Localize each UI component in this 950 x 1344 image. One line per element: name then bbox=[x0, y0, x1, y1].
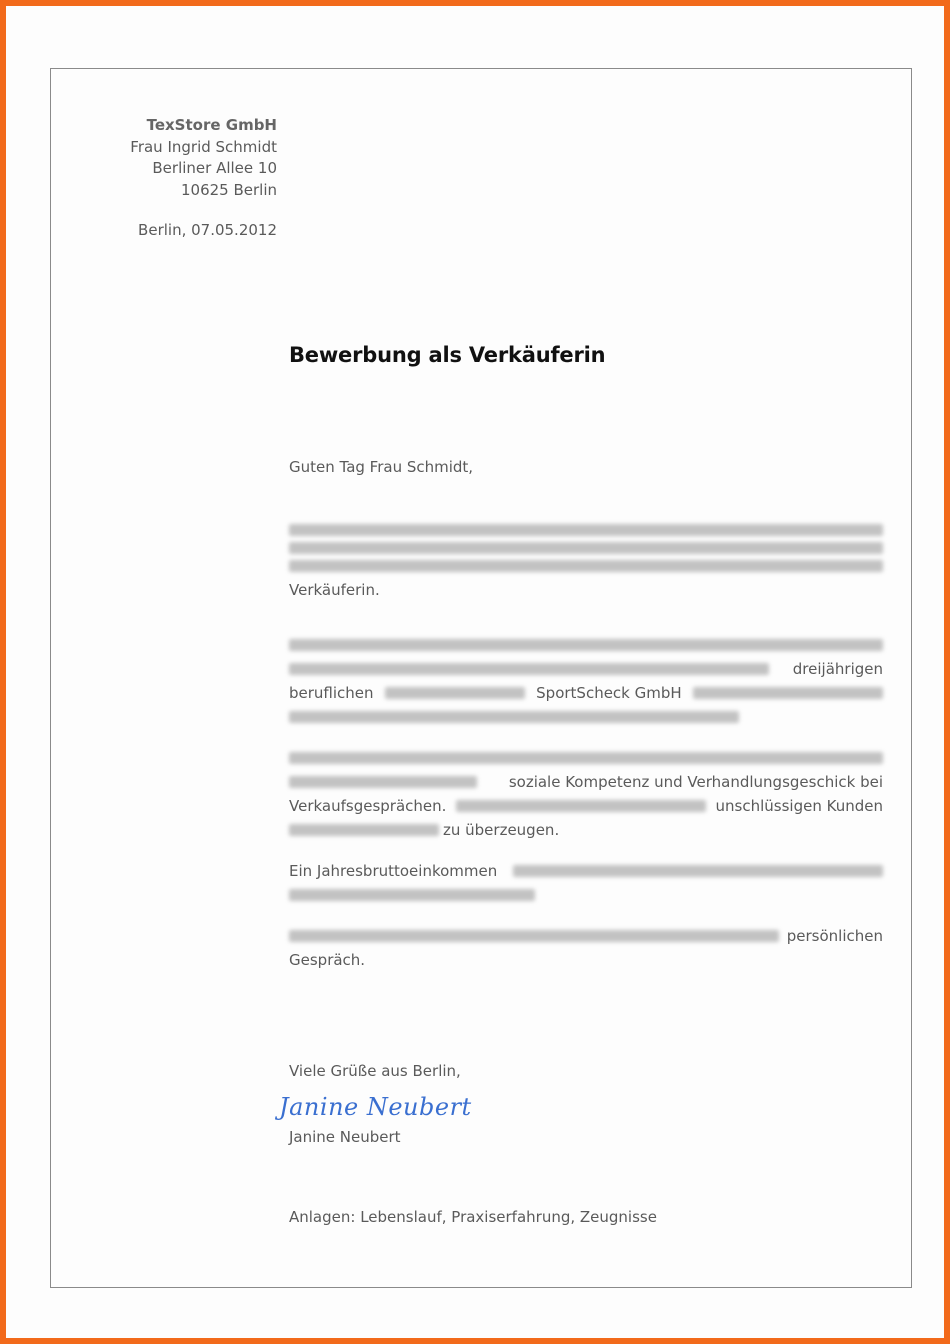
sender-contact: Frau Ingrid Schmidt bbox=[130, 137, 277, 156]
text-fragment: soziale Kompetenz und Verhandlungsgeschick bei bbox=[508, 773, 883, 791]
paragraph-4 bbox=[289, 859, 883, 907]
text-fragment: Gespräch. bbox=[289, 951, 366, 969]
attachments-line: Anlagen: Lebenslauf, Praxiserfahrung, Zeugnisse bbox=[289, 1208, 657, 1226]
blurred-text bbox=[385, 687, 525, 699]
text-fragment: zu überzeugen. bbox=[443, 821, 560, 839]
text-fragment: Ein Jahresbruttoeinkommen bbox=[289, 862, 498, 880]
paragraph-line bbox=[289, 859, 883, 883]
paragraph-line bbox=[289, 924, 883, 948]
paragraph-line bbox=[289, 578, 883, 602]
blurred-text bbox=[289, 776, 477, 788]
signer-name: Janine Neubert bbox=[289, 1128, 401, 1146]
paragraph-line bbox=[289, 681, 883, 705]
paragraph-line bbox=[289, 794, 883, 818]
blurred-text bbox=[289, 560, 883, 572]
blurred-text bbox=[289, 524, 883, 536]
sender-city: 10625 Berlin bbox=[180, 180, 277, 199]
text-fragment: dreijährigen bbox=[792, 660, 883, 678]
paragraph-1 bbox=[289, 518, 883, 602]
letter-greeting: Guten Tag Frau Schmidt, bbox=[289, 458, 474, 476]
paragraph-3 bbox=[289, 746, 883, 842]
text-fragment: Verkäuferin. bbox=[289, 581, 380, 599]
blurred-text bbox=[289, 752, 883, 764]
sender-street: Berliner Allee 10 bbox=[152, 159, 277, 177]
text-fragment: unschlüssigen Kunden bbox=[715, 797, 883, 815]
sender-company: TexStore GmbH bbox=[146, 116, 277, 134]
blurred-text bbox=[289, 639, 883, 651]
sender-address bbox=[130, 115, 277, 201]
blurred-text bbox=[289, 711, 739, 723]
paragraph-line bbox=[289, 948, 883, 972]
letter-page bbox=[50, 68, 912, 1288]
letter-closing: Viele Grüße aus Berlin, bbox=[289, 1062, 461, 1080]
text-fragment: SportScheck GmbH bbox=[536, 684, 682, 702]
paragraph-2 bbox=[289, 633, 883, 729]
paragraph-5 bbox=[289, 924, 883, 972]
blurred-text bbox=[289, 824, 439, 836]
blurred-text bbox=[289, 542, 883, 554]
text-fragment: beruflichen bbox=[289, 684, 374, 702]
text-fragment: Verkaufsgesprächen. bbox=[289, 797, 447, 815]
blurred-text bbox=[289, 663, 769, 675]
letter-date: Berlin, 07.05.2012 bbox=[138, 221, 277, 239]
paragraph-line bbox=[289, 770, 883, 794]
paragraph-line bbox=[289, 657, 883, 681]
letter-subject: Bewerbung als Verkäuferin bbox=[289, 343, 606, 367]
blurred-text bbox=[289, 930, 779, 942]
handwritten-signature: Janine Neubert bbox=[279, 1093, 472, 1121]
blurred-text bbox=[289, 889, 535, 901]
blurred-text bbox=[456, 800, 706, 812]
paragraph-line bbox=[289, 818, 883, 842]
blurred-text bbox=[693, 687, 883, 699]
blurred-text bbox=[513, 865, 883, 877]
text-fragment: persönlichen bbox=[786, 927, 883, 945]
